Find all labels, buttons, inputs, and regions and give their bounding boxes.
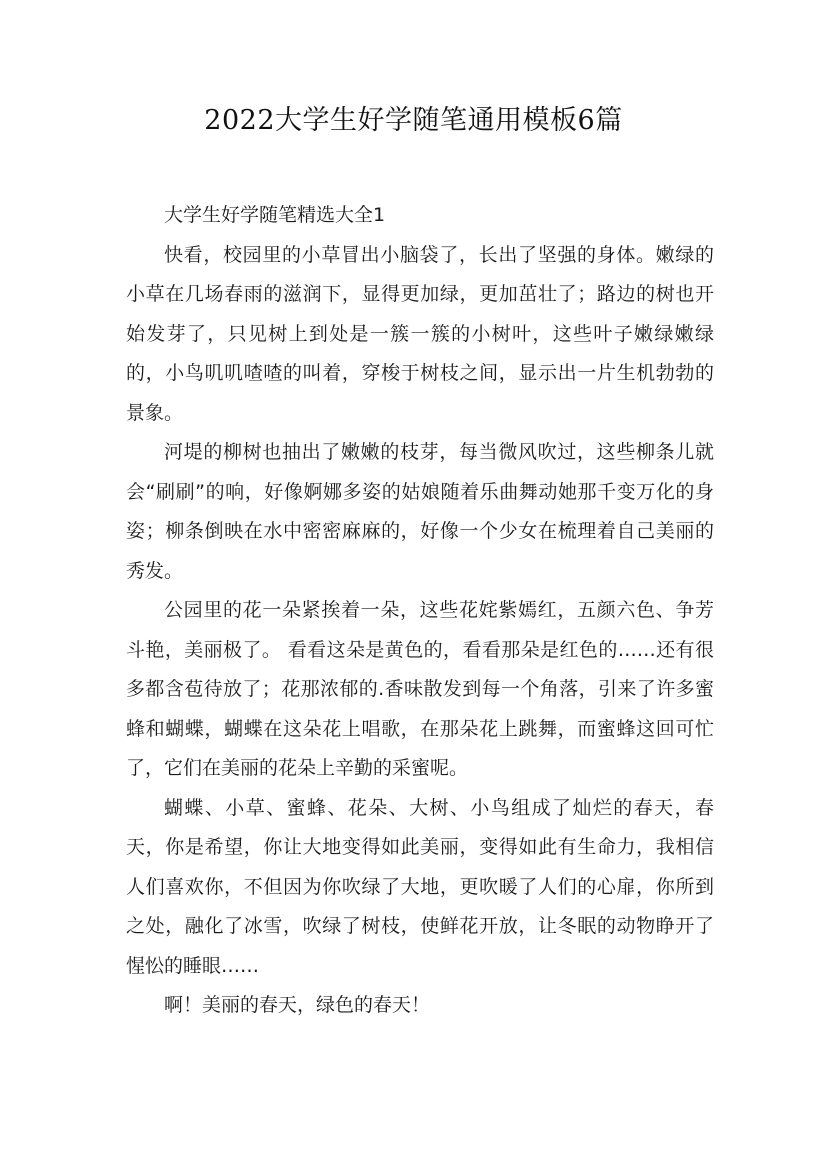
paragraph-3: 公园里的花一朵紧挨着一朵，这些花姹紫嫣红，五颜六色、争芳斗艳，美丽极了。 看看这朵是黄色的，看看那朵是红色的……还有很多都含苞待放了；花那浓郁的.香味散发到每一个角落，引来了许多蜜蜂和蝴蝶，蝴蝶在这朵花上唱歌，在那朵花上跳舞，而蜜蜂这回可忙了，它们在美丽的花朵上辛勤的采蜜呢。 <box>126 599 714 779</box>
section-heading: 大学生好学随笔精选大全1 <box>164 204 386 226</box>
paragraph-5: 啊！美丽的春天，绿色的春天！ <box>164 994 431 1016</box>
paragraph-4: 蝴蝶、小草、蜜蜂、花朵、大树、小鸟组成了灿烂的春天，春天，你是希望，你让大地变得如此美丽，变得如此有生命力，我相信人们喜欢你，不但因为你吹绿了大地，更吹暖了人们的心扉，你所到之处，融化了冰雪，吹绿了树枝，使鲜花开放，让冬眠的动物睁开了惺忪的睡眼…… <box>126 796 714 977</box>
paragraph-1: 快看，校园里的小草冒出小脑袋了，长出了坚强的身体。嫩绿的小草在几场春雨的滋润下，显得更加绿，更加茁壮了；路边的树也开始发芽了，只见树上到处是一簇一簇的小树叶，这些叶子嫩绿嫩绿的，小鸟叽叽喳喳的叫着，穿梭于树枝之间，显示出一片生机勃勃的景象。 <box>126 243 714 424</box>
document-body <box>126 196 714 1026</box>
document-title: 2022大学生好学随笔通用模板6篇 <box>204 105 623 136</box>
paragraph-2: 河堤的柳树也抽出了嫩嫩的枝芽，每当微风吹过，这些柳条儿就会“刷刷”的响，好像婀娜多姿的姑娘随着乐曲舞动她那千变万化的身姿；柳条倒映在水中密密麻麻的，好像一个少女在梳理着自己美丽的秀发。 <box>126 441 714 582</box>
